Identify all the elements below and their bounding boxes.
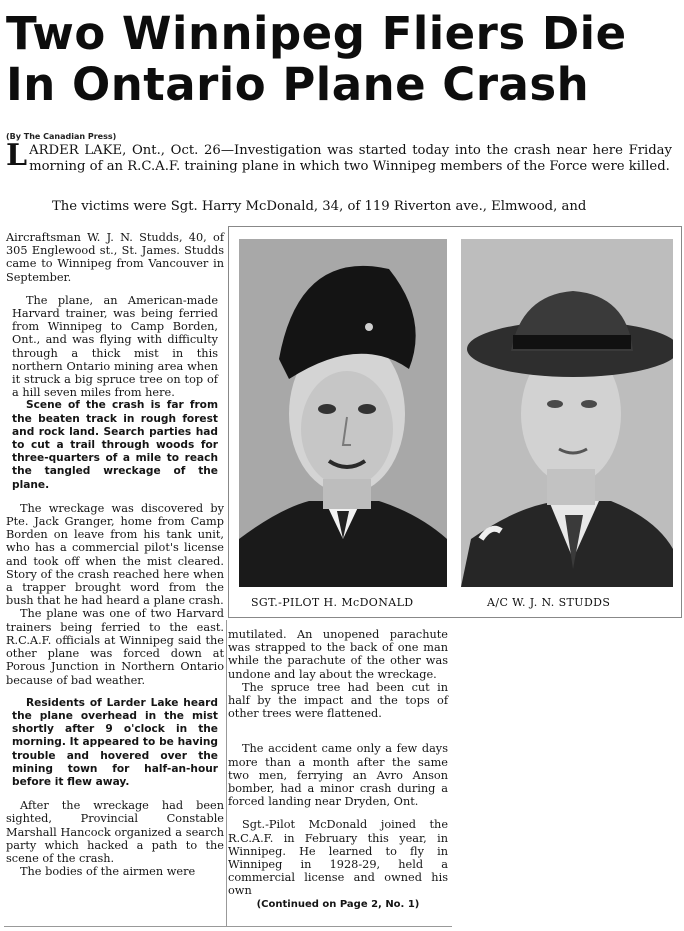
portrait-studds-image xyxy=(461,239,673,587)
headline xyxy=(6,8,676,110)
column2-paragraph: The accident came only a few days more than a month after the same two men, ferrying an Avro Anson bomber, had a minor crash during a forced landing near Dryden, Ont. xyxy=(228,742,448,809)
column1-paragraph: After the wreckage had been sighted, Provincial Constable Marshall Hancock organized a search party which hacked a path to the scene of the crash. xyxy=(6,799,224,865)
column1-paragraph: The plane was one of two Harvard trainers being ferried to the east. R.C.A.F. officials at Winnipeg said the other plane was forced down at Porous Junction in Northern Ontario because of bad weather. xyxy=(6,607,224,687)
column2-paragraph: The spruce tree had been cut in half by the impact and the tops of other trees were flattened. xyxy=(228,680,448,721)
portrait-mcdonald-image xyxy=(239,239,447,587)
column1-paragraph: The wreckage was discovered by Pte. Jack Granger, home from Camp Borden on leave from his tank unit, who has a commercial pilot's license and took off when the mist cleared. Story of the crash reached here when a trapper brought word from the bush that he had heard a plane crash. xyxy=(6,501,224,608)
column2-paragraph: Sgt.-Pilot McDonald joined the R.C.A.F. in February this year, in Winnipeg. He learned to fly in Winnipeg in 1928-29, held a commercial license and owned his own xyxy=(228,818,448,898)
lead-text: ARDER LAKE, Ont., Oct. 26—Investigation was started today into the crash near here Friday morning of an R.C.A.F. training plane in which two Winnipeg members of the Force were killed. xyxy=(29,143,672,174)
photo-studds xyxy=(461,239,673,587)
photo-panel xyxy=(228,226,682,618)
column1-paragraph: Aircraftsman W. J. N. Studds, 40, of 305 Englewood st., St. James. Studds came to Winnipeg from Vancouver in September. xyxy=(6,231,224,284)
column1-paragraph: The bodies of the airmen were xyxy=(20,865,196,879)
bottom-rule xyxy=(4,926,452,927)
article-column-2 xyxy=(228,628,448,911)
column2-paragraph: mutilated. An unopened parachute was strapped to the back of one man while the parachute of the other was undone and lay about the wreckage. xyxy=(228,628,448,681)
column-divider xyxy=(226,620,227,926)
drop-cap: L xyxy=(6,138,28,173)
column1-paragraph: Scene of the crash is far from the beaten track in rough forest and rock land. Search parties had to cut a trail through woods for three-quarters of a mile to reach the tangled wreckage of the plane. xyxy=(12,399,218,491)
headline-line-2: In Ontario Plane Crash xyxy=(6,58,590,111)
photo-caption-right: A/C W. J. N. STUDDS xyxy=(487,596,611,609)
column1-paragraph: Residents of Larder Lake heard the plane overhead in the mist shortly after 9 o'clock in the morning. It appeared to be having trouble and hovered over the mining town for half-an-hour before it flew away. xyxy=(12,696,218,788)
lead-paragraph xyxy=(6,138,672,174)
photo-mcdonald xyxy=(239,239,447,587)
victims-line: The victims were Sgt. Harry McDonald, 34, of 119 Riverton ave., Elmwood, and xyxy=(52,199,587,214)
continued-notice: (Continued on Page 2, No. 1) xyxy=(256,898,420,910)
article-column-1 xyxy=(6,231,224,878)
headline-line-1: Two Winnipeg Fliers Die xyxy=(6,7,627,60)
press-credit: (By The Canadian Press) xyxy=(6,132,117,141)
photo-caption-left: SGT.-PILOT H. McDONALD xyxy=(251,596,414,609)
column1-paragraph: The plane, an American-made Harvard trainer, was being ferried from Winnipeg to Camp Borden, Ont., and was flying with difficulty through a thick mist in this northern Ontario mining area when it struck a big spruce tree on top of a hill seven miles from here. xyxy=(12,293,218,400)
